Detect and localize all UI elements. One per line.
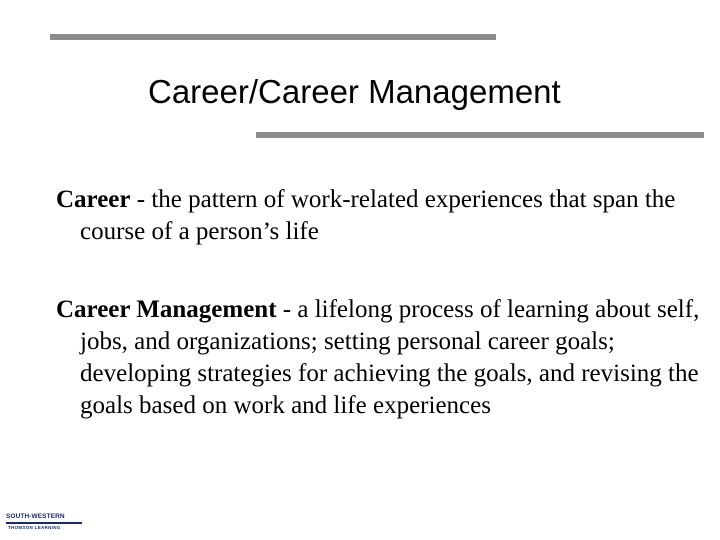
slide-title: Career/Career Management bbox=[148, 73, 561, 110]
definition-text: - the pattern of work-related experiences that span the course of a person’s life bbox=[80, 186, 676, 245]
publisher-logo bbox=[6, 510, 84, 536]
logo-text-bottom: THOMSON LEARNING bbox=[8, 525, 61, 530]
definition-text: - a lifelong process of learning about self, jobs, and organizations; setting personal career goals; developing strategies for achieving the goals, and revising the goals based on work and life experiences bbox=[80, 296, 700, 419]
definition-career-management bbox=[56, 294, 720, 422]
logo-divider bbox=[6, 522, 82, 524]
logo-text-top: SOUTH-WESTERN bbox=[6, 513, 65, 520]
definition-career bbox=[56, 184, 720, 248]
title-rule-top bbox=[50, 34, 496, 40]
definition-term: Career Management bbox=[56, 296, 277, 323]
title-rule-bottom bbox=[256, 132, 704, 138]
definition-term: Career bbox=[56, 186, 131, 213]
